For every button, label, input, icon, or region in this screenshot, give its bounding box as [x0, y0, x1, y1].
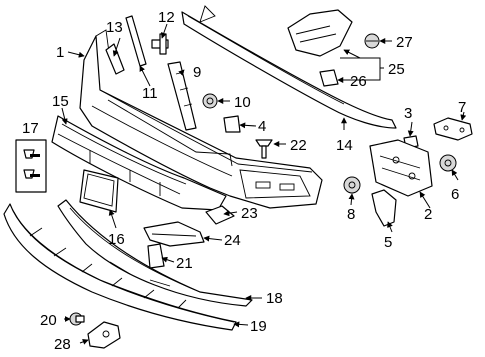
- callout-1: 1: [56, 44, 65, 61]
- callout-9: 9: [193, 64, 202, 81]
- nut-6: [440, 155, 456, 171]
- callout-6: 6: [451, 186, 460, 203]
- callout-10: 10: [234, 94, 251, 111]
- tow-hook-5: [372, 190, 396, 226]
- callout-4: 4: [258, 118, 267, 135]
- mounting-bracket-25: [288, 10, 352, 86]
- tow-hook-28: [88, 322, 120, 348]
- bracket-9: [168, 62, 196, 130]
- callout-21: 21: [176, 255, 193, 272]
- bracket-21: [148, 244, 164, 268]
- deflector-24: [144, 222, 204, 246]
- callout-24: 24: [224, 232, 241, 249]
- fastener-kit-17: [16, 140, 46, 192]
- callout-23: 23: [241, 205, 258, 222]
- callout-20: 20: [40, 312, 57, 329]
- bracket-7: [434, 118, 472, 140]
- nut-10: [203, 94, 217, 108]
- mounting-bracket-2: [370, 140, 432, 196]
- callout-28: 28: [54, 336, 71, 353]
- callout-16: 16: [108, 231, 125, 248]
- clip-27: [365, 34, 379, 48]
- callout-11: 11: [142, 85, 158, 102]
- screw-22: [256, 140, 272, 158]
- callout-5: 5: [384, 234, 393, 251]
- callout-14: 14: [336, 137, 353, 154]
- callout-3: 3: [404, 105, 413, 122]
- callout-26: 26: [350, 73, 367, 90]
- bolt-12: [152, 34, 168, 54]
- callout-27: 27: [396, 34, 413, 51]
- callout-2: 2: [424, 206, 433, 223]
- callout-12: 12: [158, 9, 175, 26]
- callout-25: 25: [388, 61, 405, 78]
- callout-8: 8: [347, 206, 356, 223]
- bolt-20: [70, 313, 84, 325]
- callout-18: 18: [266, 290, 283, 307]
- callout-13: 13: [106, 19, 123, 36]
- license-plate-bracket: [80, 170, 118, 212]
- clip-4: [224, 116, 240, 132]
- callout-7: 7: [458, 99, 467, 116]
- callout-15: 15: [52, 93, 69, 110]
- nut-8: [344, 177, 360, 193]
- callout-19: 19: [250, 318, 267, 335]
- callout-22: 22: [290, 137, 307, 154]
- upper-filler-strip: [182, 6, 396, 128]
- callout-17: 17: [22, 120, 39, 137]
